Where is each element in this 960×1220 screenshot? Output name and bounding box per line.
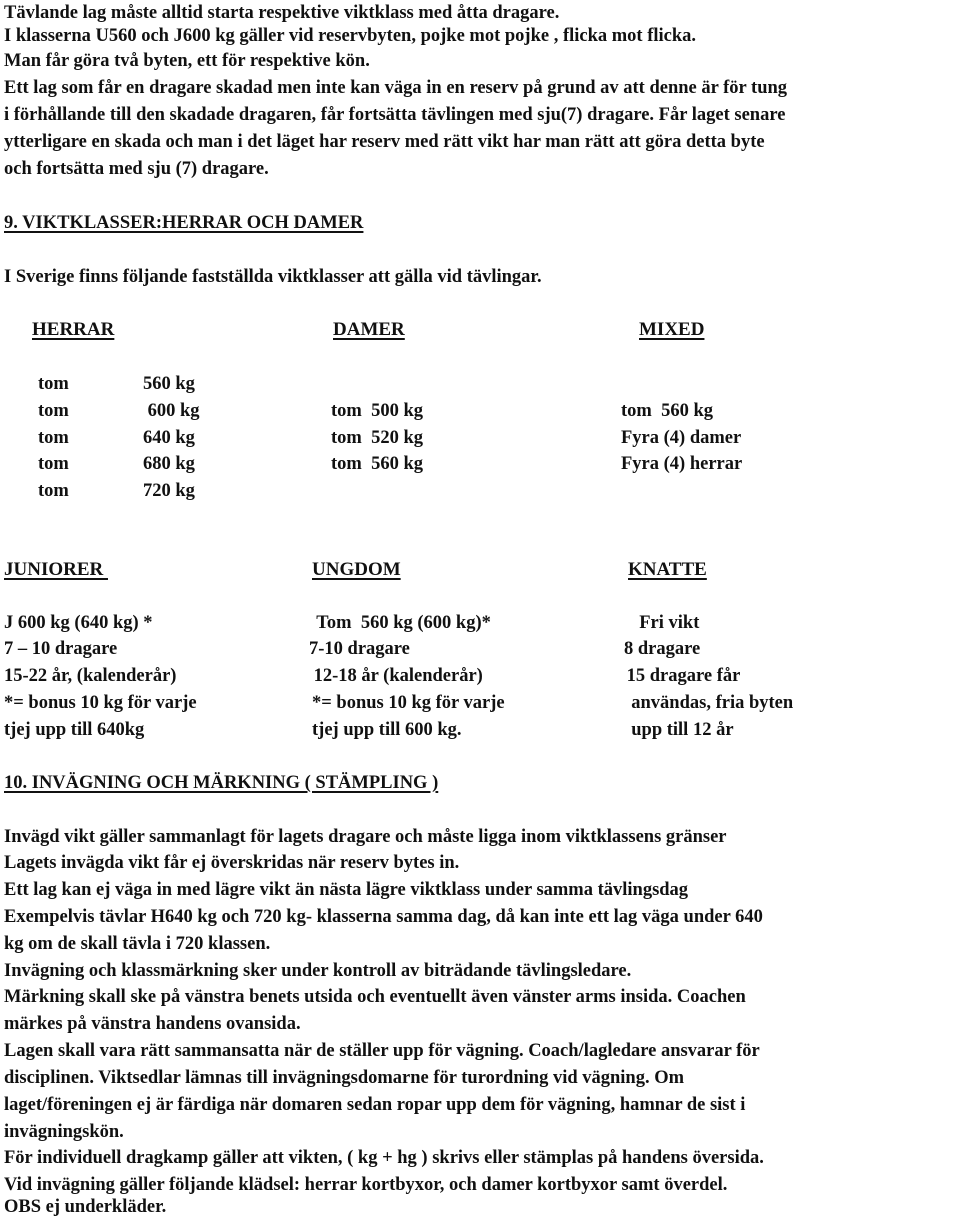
text-line: Ett lag kan ej väga in med lägre vikt än nästa lägre viktklass under samma tävlingsdag	[4, 880, 689, 900]
text-line: Man får göra två byten, ett för respektive kön.	[4, 51, 370, 71]
text-line: Tävlande lag måste alltid starta respektive viktklass med åtta dragare.	[4, 3, 560, 23]
text-line: Invägning och klassmärkning sker under kontroll av biträdande tävlingsledare.	[4, 961, 632, 981]
section-9-intro: I Sverige finns följande fastställda viktklasser att gälla vid tävlingar.	[4, 267, 542, 287]
knatte-line: upp till 12 år	[622, 720, 734, 740]
text-line: och fortsätta med sju (7) dragare.	[4, 159, 269, 179]
herrar-weight: 680 kg	[143, 454, 195, 474]
text-line: Invägd vikt gäller sammanlagt för lagets dragare och måste ligga inom viktklassens gränser	[4, 827, 727, 847]
knatte-line: 15 dragare får	[622, 666, 741, 686]
herrar-weight: 600 kg	[143, 401, 200, 421]
text-line: Lagen skall vara rätt sammansatta när de ställer upp för vägning. Coach/lagledare ansvarar för	[4, 1041, 760, 1061]
herrar-prefix: tom	[38, 401, 69, 421]
juniorer-line: tjej upp till 640kg	[4, 720, 145, 740]
knatte-line: Fri vikt	[630, 613, 700, 633]
mixed-class: Fyra (4) damer	[621, 428, 742, 448]
text-line: För individuell dragkamp gäller att vikten, ( kg + hg ) skrivs eller stämplas på handens översida.	[4, 1148, 764, 1168]
text-line: Lagets invägda vikt får ej överskridas när reserv bytes in.	[4, 853, 460, 873]
text-line: invägningskön.	[4, 1122, 124, 1142]
damer-class: tom 520 kg	[331, 428, 423, 448]
section-10-heading: 10. INVÄGNING OCH MÄRKNING ( STÄMPLING )	[4, 773, 439, 793]
juniorer-header: JUNIORER	[4, 559, 108, 580]
ungdom-header: UNGDOM	[312, 559, 401, 580]
knatte-header: KNATTE	[628, 559, 707, 580]
text-line: laget/föreningen ej är färdiga när domaren sedan ropar upp dem för vägning, hamnar de sist i	[4, 1095, 746, 1115]
text-line: Vid invägning gäller följande klädsel: herrar kortbyxor, och damer kortbyxor samt överdel.	[4, 1175, 728, 1195]
text-line: I klasserna U560 och J600 kg gäller vid reservbyten, pojke mot pojke , flicka mot flicka.	[4, 26, 697, 46]
damer-header: DAMER	[333, 319, 405, 340]
herrar-weight: 640 kg	[143, 428, 195, 448]
text-line: OBS ej underkläder.	[4, 1197, 167, 1217]
section-9-heading: 9. VIKTKLASSER:HERRAR OCH DAMER	[4, 213, 364, 233]
herrar-prefix: tom	[38, 428, 69, 448]
mixed-class: tom 560 kg	[621, 401, 713, 421]
text-line: ytterligare en skada och man i det läget har reserv med rätt vikt har man rätt att göra detta byte	[4, 132, 765, 152]
knatte-line: användas, fria byten	[622, 693, 794, 713]
juniorer-line: 15-22 år, (kalenderår)	[4, 666, 177, 686]
herrar-prefix: tom	[38, 454, 69, 474]
mixed-header: MIXED	[639, 319, 705, 340]
herrar-weight: 720 kg	[143, 481, 195, 501]
herrar-prefix: tom	[38, 481, 69, 501]
text-line: Märkning skall ske på vänstra benets utsida och eventuellt även vänster arms insida. Coachen	[4, 987, 746, 1007]
herrar-weight: 560 kg	[143, 374, 195, 394]
herrar-prefix: tom	[38, 374, 69, 394]
knatte-line: 8 dragare	[624, 639, 701, 659]
text-line: Ett lag som får en dragare skadad men inte kan väga in en reserv på grund av att denne är för tung	[4, 78, 788, 98]
mixed-class: Fyra (4) herrar	[621, 454, 743, 474]
text-line: Exempelvis tävlar H640 kg och 720 kg- klasserna samma dag, då kan inte ett lag väga under 640	[4, 907, 763, 927]
ungdom-line: 12-18 år (kalenderår)	[309, 666, 483, 686]
ungdom-line: Tom 560 kg (600 kg)*	[312, 613, 491, 633]
damer-class: tom 560 kg	[331, 454, 423, 474]
damer-class: tom 500 kg	[331, 401, 423, 421]
juniorer-line: *= bonus 10 kg för varje	[4, 693, 197, 713]
text-line: disciplinen. Viktsedlar lämnas till invägningsdomarne för turordning vid vägning. Om	[4, 1068, 685, 1088]
ungdom-line: *= bonus 10 kg för varje	[312, 693, 505, 713]
juniorer-line: J 600 kg (640 kg) *	[4, 613, 153, 633]
text-line: kg om de skall tävla i 720 klassen.	[4, 934, 271, 954]
ungdom-line: 7-10 dragare	[309, 639, 410, 659]
herrar-header: HERRAR	[32, 319, 115, 340]
text-line: märkes på vänstra handens ovansida.	[4, 1014, 301, 1034]
text-line: i förhållande till den skadade dragaren, får fortsätta tävlingen med sju(7) dragare. Får laget senare	[4, 105, 786, 125]
juniorer-line: 7 – 10 dragare	[4, 639, 118, 659]
ungdom-line: tjej upp till 600 kg.	[312, 720, 462, 740]
